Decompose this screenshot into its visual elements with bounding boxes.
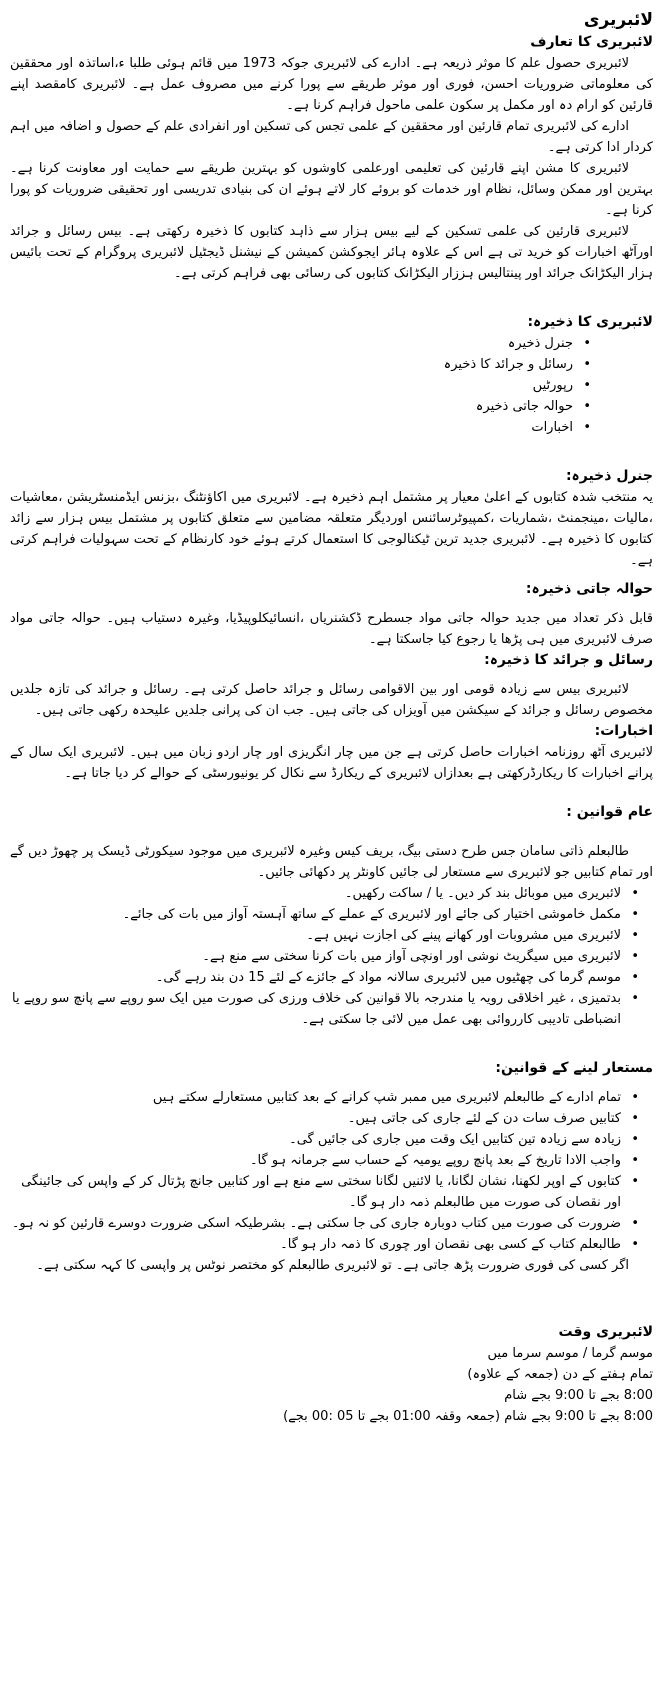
general-collection-heading: جنرل ذخیرہ: (565, 468, 653, 484)
list-item: • لائبریری میں موبائل بند کر دیں۔ یا / ساکت رکھیں۔ (10, 883, 621, 904)
list-item: • تمام ادارے کے طالبعلم لائبریری میں ممبر شپ کرانے کے بعد کتابیں مستعارلے سکتے ہیں (10, 1087, 621, 1108)
list-item: • موسم گرما کی چھٹیوں میں لائبریری سالانہ مواد کے جائزے کے لئے 15 دن بند رہے گی۔ (10, 967, 621, 988)
intro-heading: لائبریری کا تعارف (530, 34, 653, 50)
list-item: • کتابوں کے اوپر لکھنا، نشان لگانا، یا لائنیں لگانا سختی سے منع ہے اور کتابیں جانچ پڑتال کر کے واپس کی جائینگی اور نقصان کی صورت میں طالبعلم ذمہ دار ہو گا۔ (10, 1171, 621, 1213)
library-timings-heading: لائبریری وقت (558, 1324, 653, 1340)
general-rules-intro: طالبعلم ذاتی سامان جس طرح دستی بیگ، بریف کیس وغیرہ لائبریری میں موجود سیکورٹی ڈیسک پر چھوڑ دیں گے اور تمام کتابیں جو لائبریری سے مستعار لی جائیں کاونٹر پر دکھائی جائیں۔ (10, 844, 653, 880)
list-item: • بدتمیزی ، غیر اخلاقی رویہ یا مندرجہ بالا قوانین کی خلاف ورزی کی صورت میں ایک سو روپے سے پانچ سو روپے یا انضباطی تادیبی کارروائی بھی عمل میں لائی جا سکتی ہے۔ (10, 988, 621, 1030)
borrowing-rules-heading: مستعار لینے کے قوانین: (495, 1060, 653, 1076)
journals-text: لائبریری بیس سے زیادہ قومی اور بین الاقوامی رسائل و جرائد حاصل کرتی ہے۔ رسائل و جرائد کی تازہ جلدیں مخصوص رسائل و جرائد کے سیکشن میں آویزاں کی جاتی ہیں۔ جب ان کی پرانی جلدیں علیحدہ رکھی جاتی ہیں۔ (10, 682, 653, 718)
list-item: • رپورٹیں (10, 375, 573, 396)
reference-collection-heading: حوالہ جاتی ذخیرہ: (525, 581, 653, 597)
list-item: • مکمل خاموشی اختیار کی جائے اور لائبریری کے عملے کے ساتھ آہستہ آواز میں بات کی جائے۔ (10, 904, 621, 925)
newspapers-heading: اخبارات: (594, 723, 653, 739)
timings-line: موسم گرما / موسم سرما میں (487, 1346, 653, 1361)
list-item: • حوالہ جاتی ذخیرہ (10, 396, 573, 417)
list-item: • ضرورت کی صورت میں کتاب دوبارہ جاری کی جا سکتی ہے۔ بشرطیکہ اسکی ضرورت دوسرے قارئین کو نہ ہو۔ (10, 1213, 621, 1234)
intro-paragraph: ادارے کی لائبریری تمام قارئین اور محققین کے علمی تجس کی تسکین اور انفرادی علم کے حصول و اضافہ میں اہم کردار ادا کرتی ہے۔ (10, 119, 653, 155)
reference-collection-text: قابل ذکر تعداد میں جدید حوالہ جاتی مواد جسطرح ڈکشنریاں ،انسائیکلوپیڈیا، وغیرہ دستیاب ہیں۔ حوالہ جاتی مواد صرف لائبریری میں ہی پڑھا یا رجوع کیا جاسکتا ہے۔ (10, 611, 653, 647)
list-item: • لائبریری میں مشروبات اور کھانے پینے کی اجازت نہیں ہے۔ (10, 925, 621, 946)
list-item: • لائبریری میں سیگریٹ نوشی اور اونچی آواز میں بات کرنا سختی سے منع ہے۔ (10, 946, 621, 967)
page-title: لائبریری (583, 10, 653, 30)
collection-heading: لائبریری کا ذخیرہ: (527, 314, 653, 330)
list-item: • اخبارات (10, 417, 573, 438)
timings-line: 8:00 بجے تا 9:00 بجے شام (جمعہ وقفہ 01:00 بجے تا 05 :00 بجے) (283, 1409, 653, 1424)
timings-line: 8:00 بجے تا 9:00 بجے شام (504, 1388, 653, 1403)
general-collection-text: یہ منتخب شدہ کتابوں کے اعلیٰ معیار پر مشتمل اہم ذخیرہ ہے۔ لائبریری میں اکاؤنٹنگ ،بزنس ایڈمنسٹریشن ،معاشیات ،مالیات ،مینجمنٹ ،شماریات ،کمپیوٹرسائنس اوردیگر متعلقہ مضامین سے متعلق کتابوں پر مشتمل بیس ہزار سے زائد کتابوں کا ذخیرہ ہے۔ لائبریری جدید ترین ٹیکنالوجی کا استعمال کرتے ہوئے خود کارنظام کے تحت سہولیات فراہم کرتی ہے۔ (10, 490, 653, 568)
list-item: • واجب الادا تاریخ کے بعد پانچ روپے یومیہ کے حساب سے جرمانہ ہو گا۔ (10, 1150, 621, 1171)
list-item: • طالبعلم کتاب کے کسی بھی نقصان اور چوری کا ذمہ دار ہو گا۔ (10, 1234, 621, 1255)
journals-heading: رسائل و جرائد کا ذخیرہ: (484, 652, 653, 668)
list-item: • جنرل ذخیرہ (10, 333, 573, 354)
list-item: • زیادہ سے زیادہ تین کتابیں ایک وقت میں جاری کی جائیں گی۔ (10, 1129, 621, 1150)
general-rules-list (10, 883, 653, 1030)
general-rules-heading: عام قوانین : (566, 804, 653, 820)
borrowing-rules-list (10, 1087, 653, 1255)
list-item: • کتابیں صرف سات دن کے لئے جاری کی جاتی ہیں۔ (10, 1108, 621, 1129)
newspapers-text: لائبریری آٹھ روزنامہ اخبارات حاصل کرتی ہے جن میں چار انگریزی اور چار اردو زبان میں ہیں۔ لائبریری ایک سال کے پرانے اخبارات کا ریکارڈرکھتی ہے بعدازاں لائبریری کے ریکارڈ سے نکال کر یونیورسٹی کے حوالے کر دیا جاتا ہے۔ (10, 745, 653, 781)
borrowing-note: اگر کسی کی فوری ضرورت پڑھ جاتی ہے۔ تو لائبریری طالبعلم کو مختصر نوٹس پر واپسی کا کہہ سکتی ہے۔ (36, 1258, 629, 1273)
intro-paragraph: لائبریری قارئین کی علمی تسکین کے لیے بیس ہزار سے ذاہد کتابوں کا ذخیرہ رکھتی ہے۔ بیس رسائل و جرائد اورآٹھ اخبارات کو خرید تی ہے اس کے علاوہ ہائر ایجوکشن کمیشن کے نیشنل ڈیجٹیل لائبریری پروگرام کے تحت بائیس ہزار الیکڑانک جرائد اور پینتالیس ہززار الیکڑانک کتابوں کی رسائی بھی فراہم کرتی ہے۔ (10, 224, 653, 281)
intro-paragraph: لائبریری کا مشن اپنے قارئین کی تعلیمی اورعلمی کاوشوں کو بہترین طریقے سے حمایت اور معاونت کرنا ہے۔ بہترین اور ممکن وسائل، نظام اور خدمات کو بروئے کار لاتے ہوئے ان کی بنیادی تدریسی اور تحقیقی ضروریات کو پورا کرنا ہے۔ (10, 161, 653, 218)
list-item: • رسائل و جرائد کا ذخیرہ (10, 354, 573, 375)
intro-paragraph: لائبریری حصول علم کا موثر ذریعہ ہے۔ ادارے کی لائبریری جوکہ 1973 میں قائم ہوئی طلبا ء،اساتذہ اور محققین کی معلوماتی ضروریات احسن، فوری اور موثر طریقے سے پورا کرنے میں مصروف عمل ہے۔ لائبریری کامقصد اپنے قارئین کو ارام دہ اور مکمل پر سکون علمی ماحول فراہم کرنا ہے۔ (10, 56, 653, 113)
collection-list (10, 333, 653, 438)
timings-line: تمام ہفتے کے دن (جمعہ کے علاوہ) (467, 1367, 653, 1382)
